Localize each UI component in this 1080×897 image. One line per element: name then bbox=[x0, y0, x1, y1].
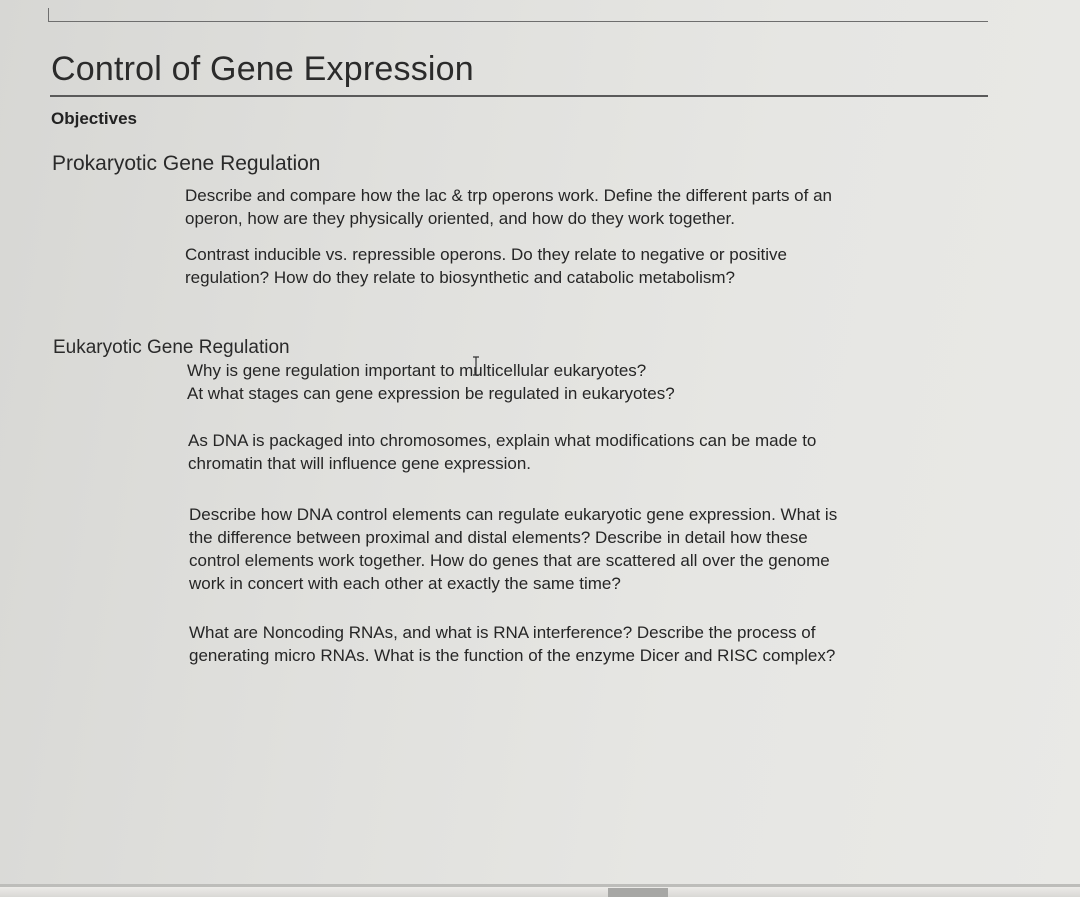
objective-paragraph bbox=[189, 503, 837, 595]
objective-paragraph bbox=[185, 184, 832, 230]
paragraph-line: Describe how DNA control elements can regulate eukaryotic gene expression. What is bbox=[189, 505, 838, 524]
top-corner-mark bbox=[48, 8, 49, 22]
paragraph-line: chromatin that will influence gene expression. bbox=[188, 454, 532, 473]
objective-paragraph bbox=[187, 382, 675, 405]
objective-paragraph bbox=[187, 359, 646, 382]
objectives-label: Objectives bbox=[51, 109, 137, 128]
paragraph-line: generating micro RNAs. What is the function of the enzyme Dicer and RISC complex? bbox=[189, 646, 836, 665]
section-heading-eukaryotic: Eukaryotic Gene Regulation bbox=[53, 337, 290, 358]
paragraph-line: At what stages can gene expression be regulated in eukaryotes? bbox=[187, 384, 675, 403]
paragraph-line: regulation? How do they relate to biosynthetic and catabolic metabolism? bbox=[185, 268, 735, 287]
top-divider bbox=[48, 21, 988, 22]
scrollbar-thumb[interactable] bbox=[608, 888, 668, 897]
page-title: Control of Gene Expression bbox=[51, 50, 474, 88]
objective-paragraph bbox=[189, 621, 835, 667]
objective-paragraph bbox=[188, 429, 816, 475]
paragraph-line: operon, how are they physically oriented, and how do they work together. bbox=[185, 209, 736, 228]
paragraph-line: Describe and compare how the lac & trp operons work. Define the different parts of an bbox=[185, 186, 832, 205]
paragraph-line: the difference between proximal and distal elements? Describe in detail how these bbox=[189, 528, 808, 547]
paragraph-line: Contrast inducible vs. repressible operons. Do they relate to negative or positive bbox=[185, 245, 787, 264]
paragraph-line: work in concert with each other at exactly the same time? bbox=[189, 574, 621, 593]
paragraph-line: What are Noncoding RNAs, and what is RNA interference? Describe the process of bbox=[189, 623, 816, 642]
paragraph-line: control elements work together. How do genes that are scattered all over the genome bbox=[189, 551, 830, 570]
title-divider bbox=[50, 95, 988, 97]
section-heading-prokaryotic: Prokaryotic Gene Regulation bbox=[52, 152, 321, 175]
paragraph-line: As DNA is packaged into chromosomes, explain what modifications can be made to bbox=[188, 431, 817, 450]
horizontal-scrollbar[interactable] bbox=[0, 887, 1080, 897]
objective-paragraph bbox=[185, 243, 787, 289]
text-cursor-icon bbox=[472, 356, 480, 376]
paragraph-line: Why is gene regulation important to multicellular eukaryotes? bbox=[187, 361, 647, 380]
